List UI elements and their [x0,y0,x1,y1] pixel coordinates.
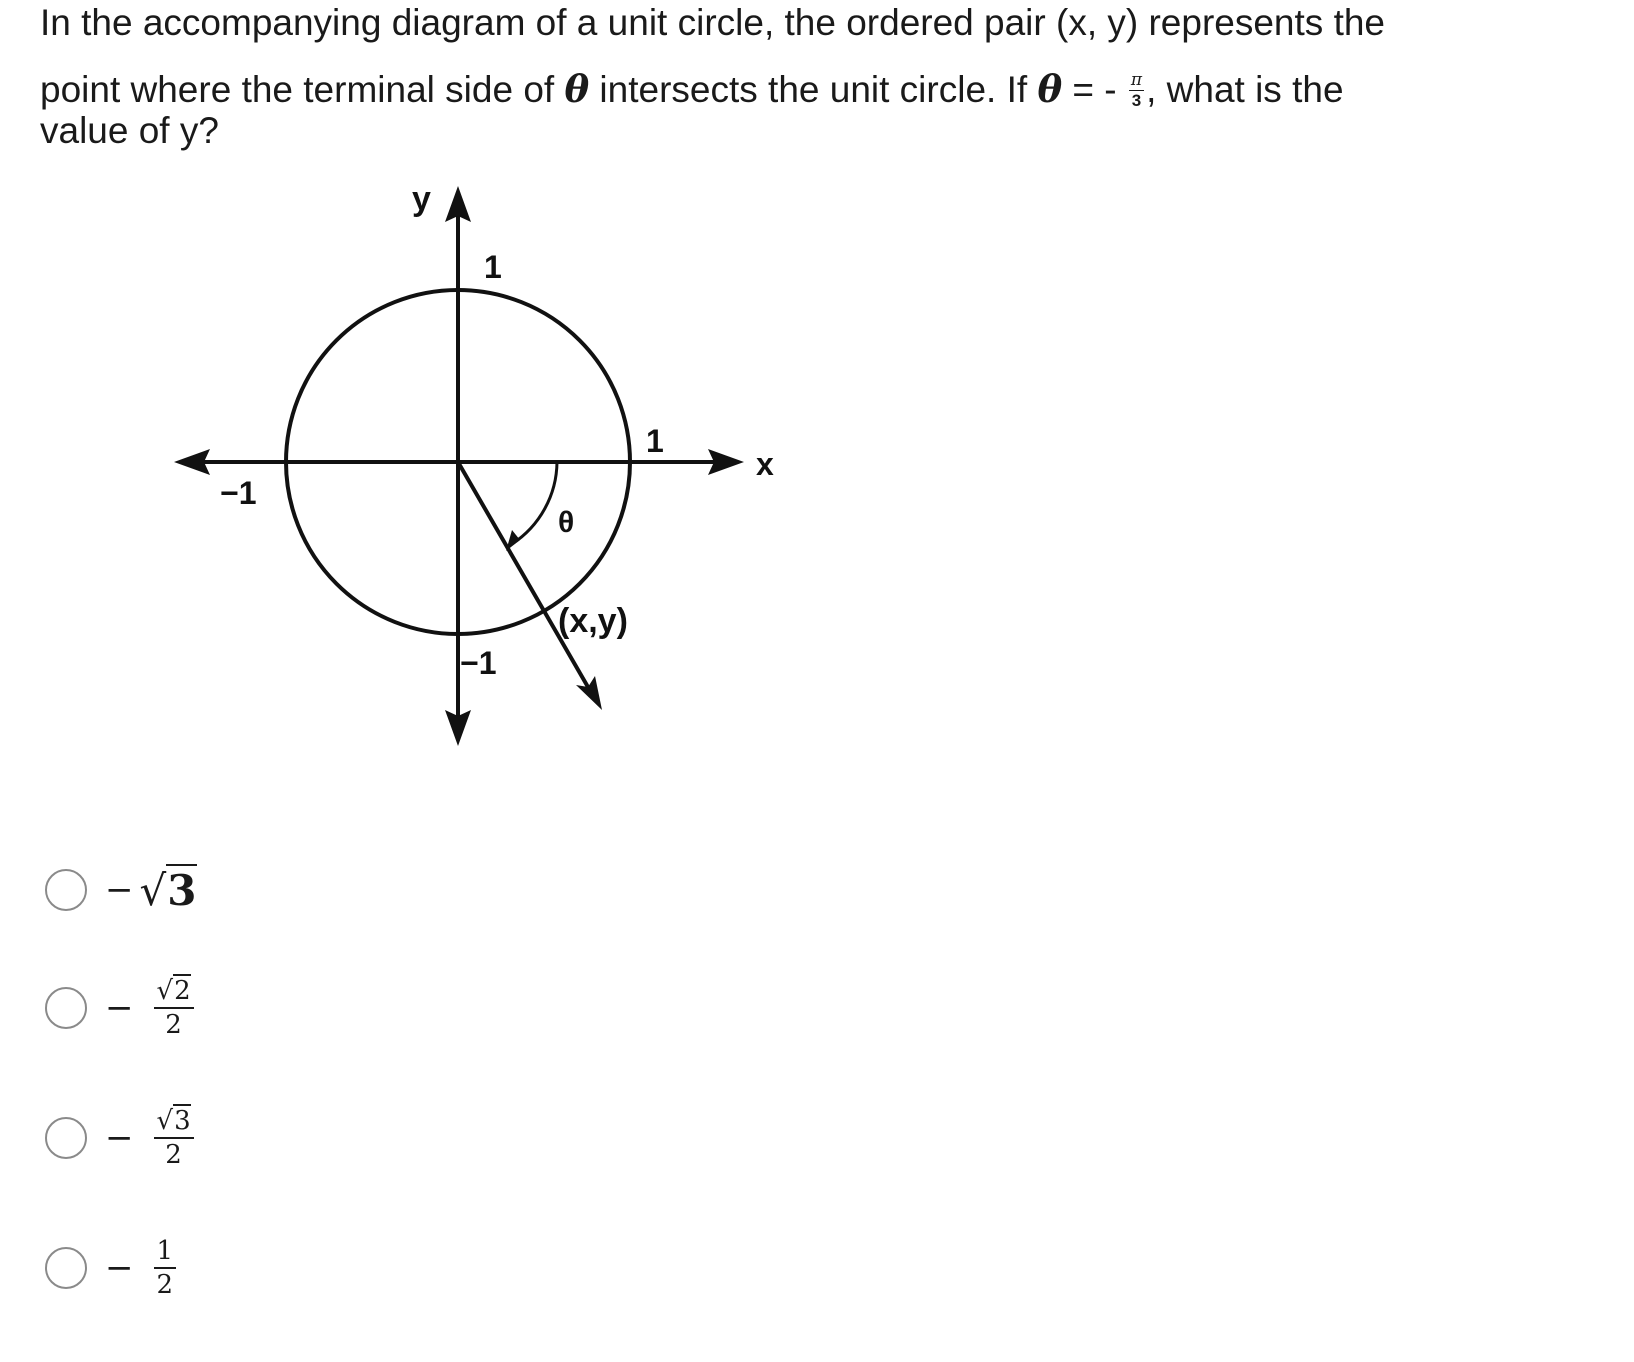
tick-label-bottom: −1 [460,645,497,681]
radical-sign: √ [156,976,174,1006]
pi-over-3-fraction [1129,71,1144,110]
terminal-side-arrow [576,676,602,710]
tick-label-top: 1 [484,249,502,285]
sqrt-expression [140,866,197,915]
choice-math [105,976,194,1040]
angle-arc-arrow [506,530,520,551]
x-axis-label: x [756,446,774,482]
unit-circle-diagram [160,170,840,810]
radical-sign: √ [156,1106,174,1136]
fraction-numerator [154,976,194,1009]
tick-label-right: 1 [646,423,664,459]
minus-sign: − [105,1118,134,1158]
radio-button[interactable] [45,869,87,911]
choice-neg-sqrt3-over-2[interactable] [45,1108,194,1168]
fraction-denominator: 2 [156,1270,174,1300]
fraction-denominator: 2 [165,1140,182,1170]
minus-sign: − [105,870,134,910]
choice-neg-sqrt2-over-2[interactable] [45,978,194,1038]
question-text-part: = - [1062,69,1127,110]
question-line-1: In the accompanying diagram of a unit circle, the ordered pair (x, y) represents the [40,2,1386,43]
angle-arc [512,462,557,544]
question-text-part: intersects the unit circle. If [589,69,1038,110]
radicand: 2 [174,976,191,1006]
fraction-numerator: π [1130,69,1143,90]
radicand: 3 [174,1106,191,1136]
theta-symbol: θ [1037,67,1063,111]
fraction-denominator: 2 [165,1010,182,1040]
radio-button[interactable] [45,987,87,1029]
theta-symbol: θ [564,67,590,111]
point-label: (x,y) [558,602,628,640]
choice-neg-1-over-2[interactable] [45,1238,176,1298]
radical-sign: √ [139,865,167,915]
y-axis-label: y [412,180,431,218]
question-line-3: value of y? [40,110,219,151]
fraction [154,1106,194,1170]
minus-sign: − [105,988,134,1028]
question-text-part: point where the terminal side of [40,69,565,110]
minus-sign: − [105,1248,134,1288]
choice-math [105,1106,194,1170]
fraction-denominator: 3 [1131,90,1142,110]
radicand: 3 [167,865,197,915]
fraction-numerator [154,1106,194,1139]
fraction [154,1236,177,1300]
question-text-part: , what is the [1146,69,1344,110]
fraction-numerator: 1 [154,1236,177,1269]
angle-label: θ [558,506,575,539]
radio-button[interactable] [45,1247,87,1289]
unit-circle-svg [160,170,840,810]
question-line-2 [40,66,1344,113]
choice-math [105,866,197,915]
fraction [154,976,194,1040]
choice-neg-sqrt3[interactable] [45,860,197,920]
choice-math [105,1236,176,1300]
radio-button[interactable] [45,1117,87,1159]
tick-label-left: −1 [220,475,257,511]
